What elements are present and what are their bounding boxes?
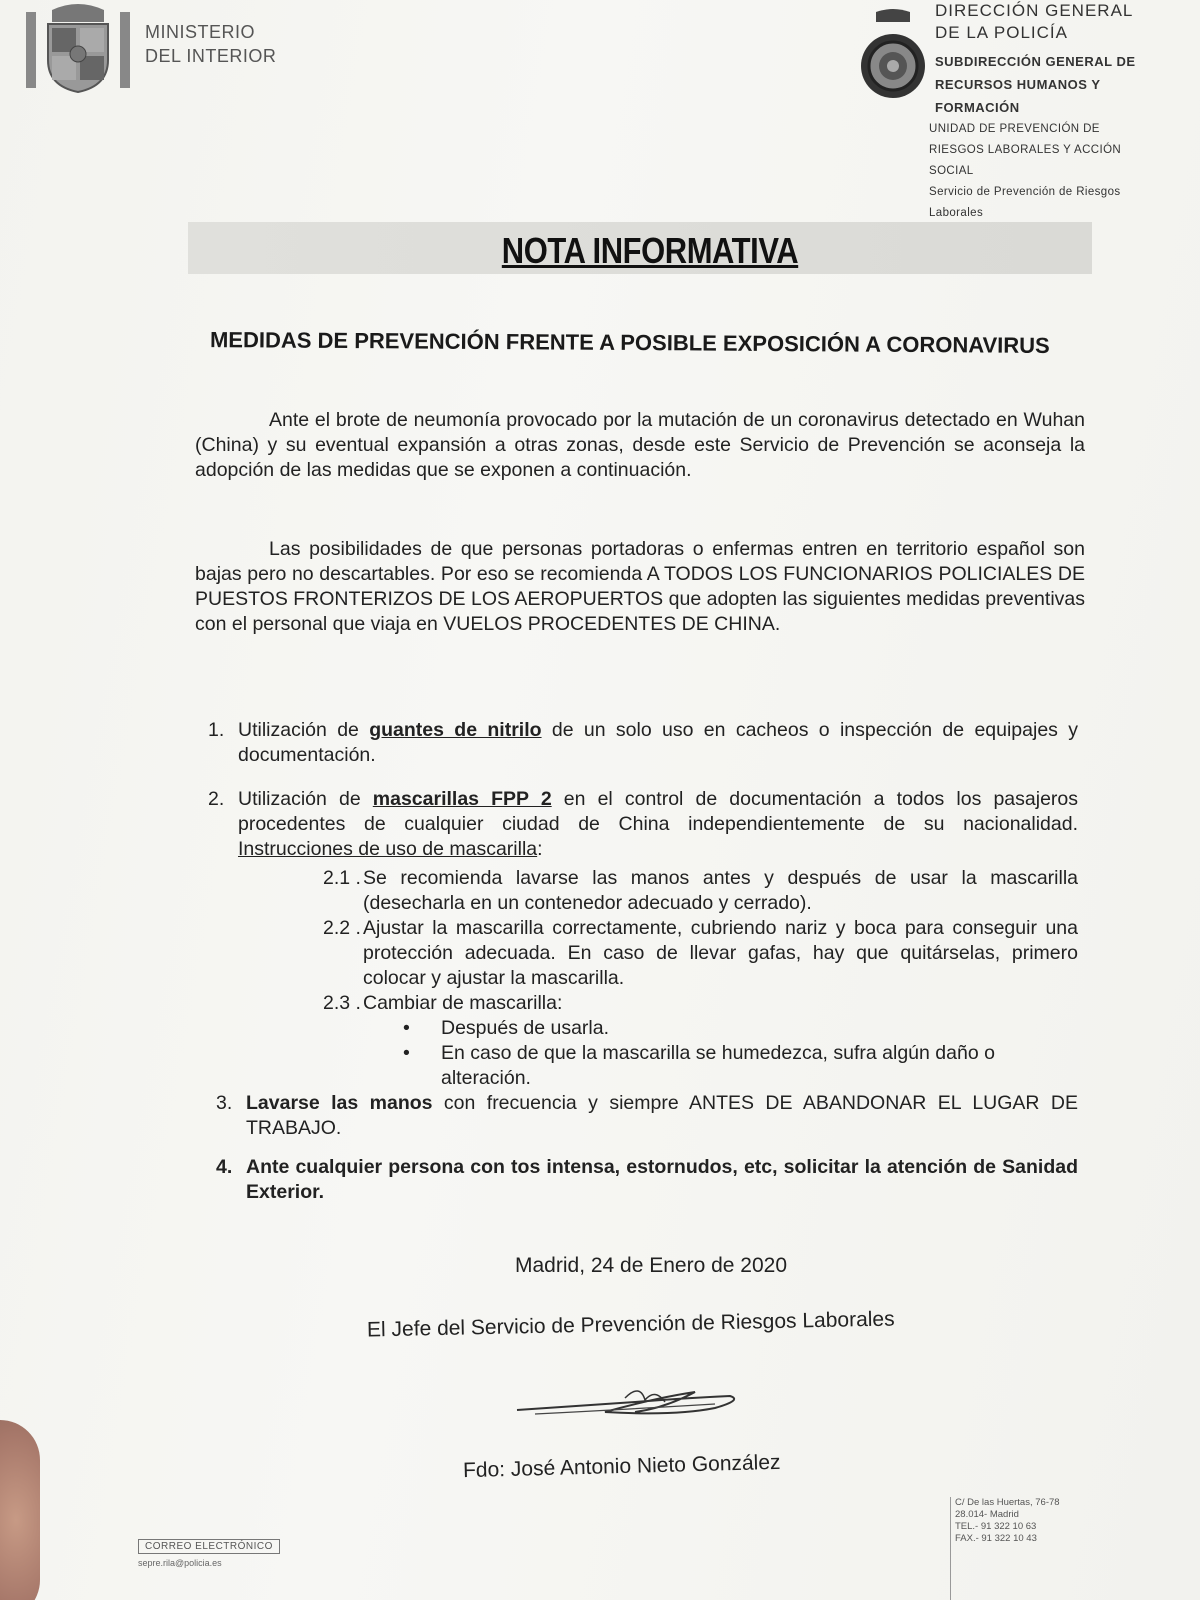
police-emblem-icon — [858, 8, 928, 113]
service-line-2: Laborales — [929, 207, 984, 219]
item-emphasis: mascarillas FPP 2 — [372, 788, 552, 810]
email-footer — [138, 1536, 280, 1568]
address-footer — [950, 1497, 1060, 1600]
subdir-line-3: FORMACIÓN — [935, 100, 1020, 115]
sub-list-item — [323, 991, 1078, 1016]
item-text: con frecuencia y siempre ANTES DE ABANDONAR EL LUGAR DE TRABAJO. — [246, 1092, 1078, 1139]
list-number: 1. — [208, 719, 225, 741]
telephone: TEL.- 91 322 10 63 — [955, 1521, 1037, 1532]
unit-line-2: RIESGOS LABORALES Y ACCIÓN — [929, 144, 1122, 156]
list-number: 3. — [216, 1092, 233, 1114]
bullet-item — [403, 1016, 1078, 1041]
bullet-text: En caso de que la mascarilla se humedezca, sufra algún daño o alteración. — [441, 1042, 995, 1089]
address-line-1: C/ De las Huertas, 76-78 — [955, 1497, 1060, 1508]
signer-title: El Jefe del Servicio de Prevención de Riesgos Laborales — [366, 1307, 895, 1342]
bullet-item — [403, 1041, 1041, 1091]
item-text: Utilización de — [238, 719, 370, 741]
page-title: NOTA INFORMATIVA — [501, 230, 799, 271]
fax: FAX.- 91 322 10 43 — [955, 1533, 1037, 1544]
bullet-text: Después de usarla. — [441, 1017, 610, 1039]
paragraph-recommendation: Las posibilidades de que personas portadoras o enfermas entren en territorio español son bajas pero no descartables. Por eso se recomienda A TODOS LOS FUNCIONARIOS POLICIALES DE PUESTOS FRONTERIZOS DE LOS AEROPUERTOS que adopten las siguientes medidas preventivas con el personal que viaja en VUELOS PROCEDENTES DE CHINA. — [195, 538, 1085, 635]
unit-line-1: UNIDAD DE PREVENCIÓN DE — [929, 123, 1100, 135]
list-number: 2. — [208, 788, 225, 810]
item-text: en el control de documentación a todos los pasajeros procedentes de cualquier ciudad de China independientemente de su nacionalidad. — [238, 788, 1079, 835]
sub-list-item — [323, 916, 1078, 991]
police-department-header — [929, 0, 1136, 224]
subdir-line-1: SUBDIRECCIÓN GENERAL DE — [935, 54, 1136, 69]
bullet-icon: • — [403, 1042, 410, 1064]
email-label: CORREO ELECTRÓNICO — [138, 1539, 280, 1554]
ministry-line-2: DEL INTERIOR — [145, 46, 277, 66]
list-item — [216, 1155, 1078, 1205]
dg-line-2: DE LA POLICÍA — [935, 23, 1068, 42]
paragraph-intro: Ante el brote de neumonía provocado por la mutación de un coronavirus detectado en Wuhan (China) y su eventual expansión a otras zonas, desde este Servicio de Prevención se aconseja la adopción de las medidas que se exponen a continuación. — [195, 409, 1085, 481]
bullet-icon: • — [403, 1017, 410, 1039]
ministry-line-1: MINISTERIO — [145, 22, 256, 42]
item-emphasis: Lavarse las manos — [246, 1092, 433, 1114]
dg-line-1: DIRECCIÓN GENERAL — [935, 1, 1134, 20]
mask-instructions-heading: Instrucciones de uso de mascarilla — [238, 838, 538, 860]
email-address: sepre.rila@policia.es — [138, 1558, 222, 1568]
sub-item-text: Se recomienda lavarse las manos antes y después de usar la mascarilla (desecharla en un contenedor adecuado y cerrado). — [363, 867, 1078, 914]
item-text: de un solo uso en cacheos o inspección de equipajes y documentación. — [238, 719, 1079, 766]
signature-icon — [515, 1378, 745, 1433]
sub-list-number: 2.3 . — [323, 992, 361, 1014]
item-text: : — [537, 838, 543, 860]
subdir-line-2: RECURSOS HUMANOS Y — [935, 77, 1101, 92]
spain-coat-of-arms-icon — [22, 2, 134, 99]
sub-list-item — [323, 866, 1078, 916]
thumb-overlay — [0, 1420, 40, 1600]
ministry-name — [145, 20, 276, 68]
service-line-1: Servicio de Prevención de Riesgos — [929, 186, 1121, 198]
sub-list-number: 2.1 . — [323, 867, 361, 889]
list-item — [208, 718, 1078, 768]
sub-item-text: Ajustar la mascarilla correctamente, cubriendo nariz y boca para conseguir una protección adecuada. En caso de llevar gafas, hay que quitárselas, primero colocar y ajustar la mascarilla. — [363, 917, 1078, 989]
document-subtitle: MEDIDAS DE PREVENCIÓN FRENTE A POSIBLE EXPOSICIÓN A CORONAVIRUS — [209, 327, 1050, 358]
list-item — [208, 787, 1078, 862]
address-line-2: 28.014- Madrid — [955, 1509, 1019, 1520]
list-number: 4. — [216, 1156, 233, 1178]
item-text: Utilización de — [238, 788, 373, 810]
unit-line-3: SOCIAL — [929, 165, 974, 177]
sub-list-number: 2.2 . — [323, 917, 361, 939]
measures-list — [208, 718, 1078, 1205]
place-date: Madrid, 24 de Enero de 2020 — [515, 1254, 788, 1277]
item-emphasis: guantes de nitrilo — [369, 719, 542, 741]
item-text: Ante cualquier persona con tos intensa, estornudos, etc, solicitar la atención de Sanidad Exterior. — [246, 1156, 1078, 1203]
list-item — [216, 1091, 1078, 1141]
sub-item-text: Cambiar de mascarilla: — [363, 992, 563, 1014]
signed-by: Fdo: José Antonio Nieto González — [462, 1450, 781, 1483]
